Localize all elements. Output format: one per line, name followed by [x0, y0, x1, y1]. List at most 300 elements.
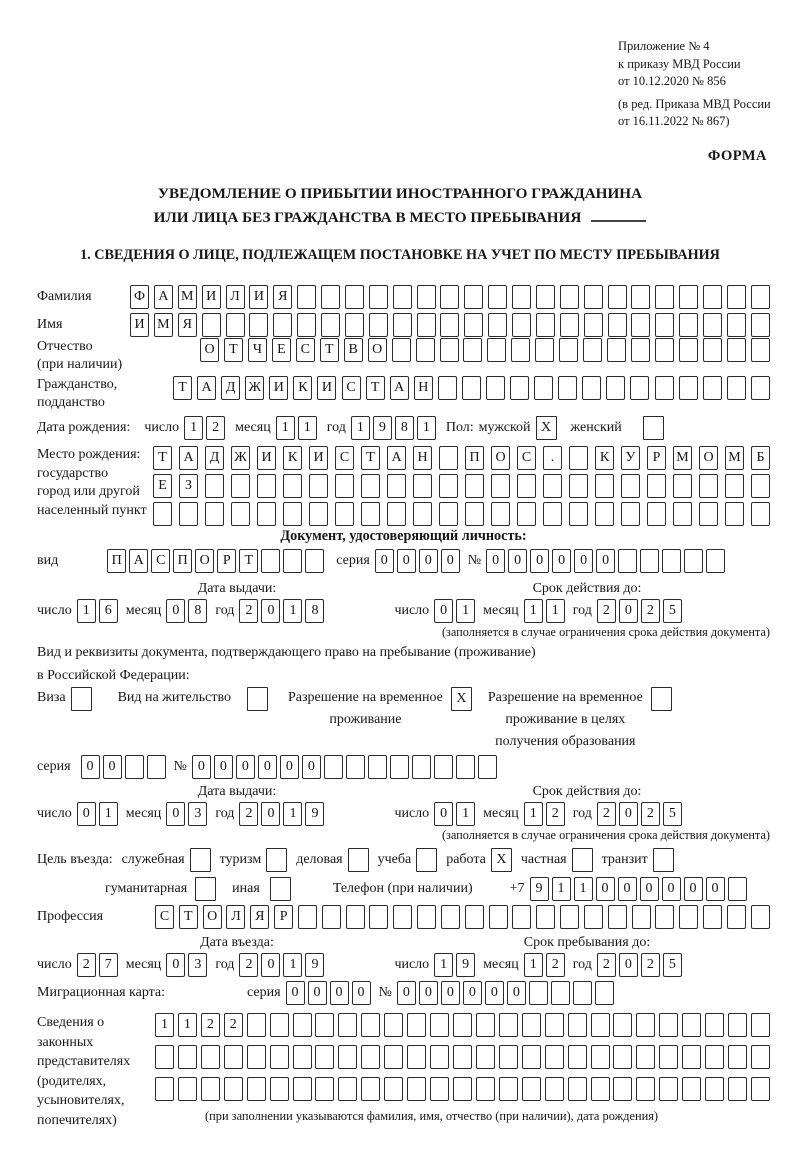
- char-cell[interactable]: Д: [205, 446, 224, 470]
- char-cell[interactable]: [315, 1013, 334, 1037]
- char-cell[interactable]: И: [309, 446, 328, 470]
- char-cell[interactable]: [393, 285, 412, 309]
- char-cell[interactable]: [368, 755, 387, 779]
- char-cell[interactable]: 0: [619, 599, 638, 623]
- char-cell[interactable]: [153, 502, 172, 526]
- char-cell[interactable]: [529, 981, 548, 1005]
- char-cell[interactable]: [257, 474, 276, 498]
- char-cell[interactable]: Т: [320, 338, 339, 362]
- char-cell[interactable]: Н: [414, 376, 433, 400]
- char-cell[interactable]: С: [151, 549, 170, 573]
- char-cell[interactable]: [456, 755, 475, 779]
- char-cell[interactable]: [621, 502, 640, 526]
- char-cell[interactable]: 2: [597, 953, 616, 977]
- char-cell[interactable]: [338, 1077, 357, 1101]
- char-cell[interactable]: [464, 285, 483, 309]
- char-cell[interactable]: 2: [239, 802, 258, 826]
- char-cell[interactable]: [728, 1013, 747, 1037]
- char-cell[interactable]: [440, 285, 459, 309]
- char-cell[interactable]: 1: [184, 416, 203, 440]
- char-cell[interactable]: [751, 474, 770, 498]
- char-cell[interactable]: [582, 376, 601, 400]
- char-cell[interactable]: 0: [706, 877, 725, 901]
- char-cell[interactable]: [434, 755, 453, 779]
- char-cell[interactable]: [558, 376, 577, 400]
- char-cell[interactable]: 2: [641, 802, 660, 826]
- residence-permit-checkbox[interactable]: [247, 687, 268, 711]
- char-cell[interactable]: [392, 338, 411, 362]
- char-cell[interactable]: [517, 502, 536, 526]
- char-cell[interactable]: А: [179, 446, 198, 470]
- char-cell[interactable]: [270, 1045, 289, 1069]
- char-cell[interactable]: [673, 502, 692, 526]
- char-cell[interactable]: [568, 1077, 587, 1101]
- char-cell[interactable]: [725, 474, 744, 498]
- char-cell[interactable]: И: [317, 376, 336, 400]
- char-cell[interactable]: [545, 1013, 564, 1037]
- char-cell[interactable]: [488, 313, 507, 337]
- char-cell[interactable]: С: [296, 338, 315, 362]
- char-cell[interactable]: Т: [224, 338, 243, 362]
- char-cell[interactable]: М: [725, 446, 744, 470]
- char-cell[interactable]: [147, 755, 166, 779]
- char-cell[interactable]: [283, 502, 302, 526]
- char-cell[interactable]: [346, 905, 365, 929]
- char-cell[interactable]: [705, 1045, 724, 1069]
- char-cell[interactable]: 3: [188, 802, 207, 826]
- char-cell[interactable]: [476, 1077, 495, 1101]
- char-cell[interactable]: [226, 313, 245, 337]
- char-cell[interactable]: [573, 981, 592, 1005]
- char-cell[interactable]: [298, 905, 317, 929]
- char-cell[interactable]: Ч: [248, 338, 267, 362]
- char-cell[interactable]: [413, 474, 432, 498]
- char-cell[interactable]: [647, 474, 666, 498]
- char-cell[interactable]: [510, 376, 529, 400]
- char-cell[interactable]: [247, 1077, 266, 1101]
- char-cell[interactable]: [487, 338, 506, 362]
- char-cell[interactable]: И: [130, 313, 149, 337]
- char-cell[interactable]: [703, 905, 722, 929]
- char-cell[interactable]: 2: [239, 953, 258, 977]
- char-cell[interactable]: [659, 1045, 678, 1069]
- char-cell[interactable]: 2: [77, 953, 96, 977]
- char-cell[interactable]: [584, 285, 603, 309]
- char-cell[interactable]: [293, 1045, 312, 1069]
- char-cell[interactable]: [751, 1045, 770, 1069]
- char-cell[interactable]: К: [595, 446, 614, 470]
- char-cell[interactable]: 1: [155, 1013, 174, 1037]
- char-cell[interactable]: [270, 1077, 289, 1101]
- char-cell[interactable]: 0: [397, 549, 416, 573]
- char-cell[interactable]: 1: [178, 1013, 197, 1037]
- char-cell[interactable]: Ж: [245, 376, 264, 400]
- visa-checkbox[interactable]: [71, 687, 92, 711]
- char-cell[interactable]: [728, 1077, 747, 1101]
- char-cell[interactable]: М: [154, 313, 173, 337]
- char-cell[interactable]: [703, 313, 722, 337]
- char-cell[interactable]: 1: [524, 599, 543, 623]
- char-cell[interactable]: [751, 502, 770, 526]
- char-cell[interactable]: Б: [751, 446, 770, 470]
- char-cell[interactable]: 0: [397, 981, 416, 1005]
- char-cell[interactable]: [543, 502, 562, 526]
- char-cell[interactable]: [441, 905, 460, 929]
- char-cell[interactable]: 0: [166, 599, 185, 623]
- char-cell[interactable]: 2: [201, 1013, 220, 1037]
- char-cell[interactable]: [703, 285, 722, 309]
- char-cell[interactable]: [569, 446, 588, 470]
- char-cell[interactable]: О: [368, 338, 387, 362]
- char-cell[interactable]: Я: [273, 285, 292, 309]
- char-cell[interactable]: Е: [272, 338, 291, 362]
- char-cell[interactable]: 2: [546, 802, 565, 826]
- char-cell[interactable]: 1: [99, 802, 118, 826]
- char-cell[interactable]: [384, 1013, 403, 1037]
- char-cell[interactable]: [393, 313, 412, 337]
- char-cell[interactable]: [407, 1013, 426, 1037]
- char-cell[interactable]: [684, 549, 703, 573]
- char-cell[interactable]: [636, 1013, 655, 1037]
- char-cell[interactable]: [257, 502, 276, 526]
- char-cell[interactable]: 0: [330, 981, 349, 1005]
- char-cell[interactable]: Л: [226, 285, 245, 309]
- char-cell[interactable]: [613, 1077, 632, 1101]
- char-cell[interactable]: [491, 474, 510, 498]
- char-cell[interactable]: 0: [486, 549, 505, 573]
- char-cell[interactable]: [591, 1077, 610, 1101]
- char-cell[interactable]: [682, 1045, 701, 1069]
- char-cell[interactable]: [324, 755, 343, 779]
- char-cell[interactable]: [476, 1045, 495, 1069]
- char-cell[interactable]: [728, 877, 747, 901]
- char-cell[interactable]: [361, 1013, 380, 1037]
- char-cell[interactable]: М: [673, 446, 692, 470]
- char-cell[interactable]: [568, 1013, 587, 1037]
- char-cell[interactable]: [322, 905, 341, 929]
- char-cell[interactable]: [595, 981, 614, 1005]
- char-cell[interactable]: 0: [508, 549, 527, 573]
- char-cell[interactable]: [551, 981, 570, 1005]
- char-cell[interactable]: [584, 313, 603, 337]
- char-cell[interactable]: [606, 376, 625, 400]
- char-cell[interactable]: [706, 549, 725, 573]
- char-cell[interactable]: 9: [530, 877, 549, 901]
- transit-checkbox[interactable]: [653, 848, 674, 872]
- char-cell[interactable]: [727, 285, 746, 309]
- char-cell[interactable]: [224, 1077, 243, 1101]
- char-cell[interactable]: [465, 905, 484, 929]
- char-cell[interactable]: 2: [206, 416, 225, 440]
- char-cell[interactable]: [465, 502, 484, 526]
- char-cell[interactable]: [659, 1077, 678, 1101]
- char-cell[interactable]: [595, 502, 614, 526]
- char-cell[interactable]: 2: [239, 599, 258, 623]
- char-cell[interactable]: 9: [373, 416, 392, 440]
- char-cell[interactable]: [393, 905, 412, 929]
- char-cell[interactable]: [705, 1077, 724, 1101]
- char-cell[interactable]: [439, 446, 458, 470]
- char-cell[interactable]: 0: [81, 755, 100, 779]
- char-cell[interactable]: [417, 905, 436, 929]
- char-cell[interactable]: К: [293, 376, 312, 400]
- char-cell[interactable]: 1: [546, 599, 565, 623]
- char-cell[interactable]: 0: [619, 802, 638, 826]
- char-cell[interactable]: 0: [434, 599, 453, 623]
- char-cell[interactable]: 0: [640, 877, 659, 901]
- char-cell[interactable]: Л: [226, 905, 245, 929]
- char-cell[interactable]: [205, 502, 224, 526]
- private-checkbox[interactable]: [572, 848, 593, 872]
- char-cell[interactable]: [608, 313, 627, 337]
- char-cell[interactable]: [202, 313, 221, 337]
- char-cell[interactable]: [369, 285, 388, 309]
- char-cell[interactable]: [728, 1045, 747, 1069]
- char-cell[interactable]: [655, 338, 674, 362]
- gender-female-checkbox[interactable]: [643, 416, 664, 440]
- char-cell[interactable]: [361, 1045, 380, 1069]
- char-cell[interactable]: П: [465, 446, 484, 470]
- char-cell[interactable]: 1: [276, 416, 295, 440]
- char-cell[interactable]: [486, 376, 505, 400]
- char-cell[interactable]: [338, 1013, 357, 1037]
- char-cell[interactable]: [655, 313, 674, 337]
- char-cell[interactable]: [453, 1013, 472, 1037]
- char-cell[interactable]: [560, 285, 579, 309]
- char-cell[interactable]: 5: [663, 599, 682, 623]
- other-checkbox[interactable]: [270, 877, 291, 901]
- char-cell[interactable]: Р: [274, 905, 293, 929]
- char-cell[interactable]: 0: [103, 755, 122, 779]
- char-cell[interactable]: 1: [417, 416, 436, 440]
- char-cell[interactable]: [655, 285, 674, 309]
- char-cell[interactable]: 0: [596, 549, 615, 573]
- char-cell[interactable]: .: [543, 446, 562, 470]
- work-checkbox[interactable]: X: [491, 848, 512, 872]
- char-cell[interactable]: 5: [663, 953, 682, 977]
- char-cell[interactable]: Я: [178, 313, 197, 337]
- char-cell[interactable]: 0: [485, 981, 504, 1005]
- char-cell[interactable]: И: [202, 285, 221, 309]
- char-cell[interactable]: [679, 313, 698, 337]
- char-cell[interactable]: [430, 1077, 449, 1101]
- char-cell[interactable]: [462, 376, 481, 400]
- char-cell[interactable]: [293, 1013, 312, 1037]
- char-cell[interactable]: Н: [413, 446, 432, 470]
- char-cell[interactable]: О: [491, 446, 510, 470]
- char-cell[interactable]: Е: [153, 474, 172, 498]
- char-cell[interactable]: 1: [574, 877, 593, 901]
- char-cell[interactable]: [440, 338, 459, 362]
- char-cell[interactable]: [464, 313, 483, 337]
- char-cell[interactable]: 1: [524, 953, 543, 977]
- char-cell[interactable]: [545, 1077, 564, 1101]
- char-cell[interactable]: [345, 285, 364, 309]
- char-cell[interactable]: С: [342, 376, 361, 400]
- char-cell[interactable]: А: [129, 549, 148, 573]
- char-cell[interactable]: [560, 313, 579, 337]
- char-cell[interactable]: [270, 1013, 289, 1037]
- char-cell[interactable]: Т: [179, 905, 198, 929]
- char-cell[interactable]: [476, 1013, 495, 1037]
- char-cell[interactable]: [618, 549, 637, 573]
- char-cell[interactable]: [534, 376, 553, 400]
- char-cell[interactable]: [559, 338, 578, 362]
- char-cell[interactable]: [346, 755, 365, 779]
- char-cell[interactable]: 2: [641, 953, 660, 977]
- char-cell[interactable]: [662, 549, 681, 573]
- char-cell[interactable]: 0: [308, 981, 327, 1005]
- char-cell[interactable]: 0: [463, 981, 482, 1005]
- char-cell[interactable]: [751, 338, 770, 362]
- char-cell[interactable]: [613, 1045, 632, 1069]
- char-cell[interactable]: [608, 905, 627, 929]
- char-cell[interactable]: [608, 285, 627, 309]
- char-cell[interactable]: [205, 474, 224, 498]
- char-cell[interactable]: [727, 338, 746, 362]
- char-cell[interactable]: [305, 549, 324, 573]
- char-cell[interactable]: [321, 313, 340, 337]
- char-cell[interactable]: 0: [261, 953, 280, 977]
- char-cell[interactable]: И: [269, 376, 288, 400]
- char-cell[interactable]: 2: [597, 599, 616, 623]
- char-cell[interactable]: [453, 1045, 472, 1069]
- char-cell[interactable]: 6: [99, 599, 118, 623]
- official-checkbox[interactable]: [190, 848, 211, 872]
- temp-residence-checkbox[interactable]: X: [451, 687, 472, 711]
- char-cell[interactable]: [560, 905, 579, 929]
- char-cell[interactable]: [512, 313, 531, 337]
- char-cell[interactable]: 0: [434, 802, 453, 826]
- char-cell[interactable]: Р: [647, 446, 666, 470]
- study-checkbox[interactable]: [416, 848, 437, 872]
- char-cell[interactable]: [417, 313, 436, 337]
- char-cell[interactable]: [369, 313, 388, 337]
- char-cell[interactable]: [682, 1013, 701, 1037]
- char-cell[interactable]: [178, 1045, 197, 1069]
- char-cell[interactable]: [725, 502, 744, 526]
- char-cell[interactable]: Ф: [130, 285, 149, 309]
- char-cell[interactable]: [309, 474, 328, 498]
- char-cell[interactable]: [463, 338, 482, 362]
- char-cell[interactable]: [703, 376, 722, 400]
- char-cell[interactable]: А: [387, 446, 406, 470]
- char-cell[interactable]: [369, 905, 388, 929]
- char-cell[interactable]: 2: [224, 1013, 243, 1037]
- char-cell[interactable]: [361, 1077, 380, 1101]
- char-cell[interactable]: [440, 313, 459, 337]
- char-cell[interactable]: [438, 376, 457, 400]
- char-cell[interactable]: О: [699, 446, 718, 470]
- char-cell[interactable]: 1: [524, 802, 543, 826]
- char-cell[interactable]: [417, 285, 436, 309]
- char-cell[interactable]: 0: [261, 599, 280, 623]
- char-cell[interactable]: [522, 1045, 541, 1069]
- char-cell[interactable]: [384, 1045, 403, 1069]
- char-cell[interactable]: [261, 549, 280, 573]
- char-cell[interactable]: А: [154, 285, 173, 309]
- char-cell[interactable]: [655, 376, 674, 400]
- char-cell[interactable]: 1: [283, 599, 302, 623]
- char-cell[interactable]: [125, 755, 144, 779]
- char-cell[interactable]: 9: [305, 953, 324, 977]
- char-cell[interactable]: [387, 474, 406, 498]
- char-cell[interactable]: Т: [366, 376, 385, 400]
- char-cell[interactable]: [751, 376, 770, 400]
- char-cell[interactable]: [636, 1045, 655, 1069]
- char-cell[interactable]: [727, 905, 746, 929]
- char-cell[interactable]: [583, 338, 602, 362]
- char-cell[interactable]: [335, 502, 354, 526]
- char-cell[interactable]: 8: [188, 599, 207, 623]
- char-cell[interactable]: [231, 474, 250, 498]
- char-cell[interactable]: [545, 1045, 564, 1069]
- char-cell[interactable]: [499, 1045, 518, 1069]
- char-cell[interactable]: [751, 313, 770, 337]
- char-cell[interactable]: П: [107, 549, 126, 573]
- char-cell[interactable]: [679, 905, 698, 929]
- char-cell[interactable]: [655, 905, 674, 929]
- temp-residence-education-checkbox[interactable]: [651, 687, 672, 711]
- char-cell[interactable]: [416, 338, 435, 362]
- char-cell[interactable]: Т: [153, 446, 172, 470]
- char-cell[interactable]: [297, 313, 316, 337]
- char-cell[interactable]: [659, 1013, 678, 1037]
- char-cell[interactable]: [390, 755, 409, 779]
- char-cell[interactable]: 0: [375, 549, 394, 573]
- char-cell[interactable]: [512, 285, 531, 309]
- char-cell[interactable]: У: [621, 446, 640, 470]
- char-cell[interactable]: Я: [250, 905, 269, 929]
- char-cell[interactable]: [727, 313, 746, 337]
- char-cell[interactable]: [751, 1013, 770, 1037]
- char-cell[interactable]: [595, 474, 614, 498]
- humanitarian-checkbox[interactable]: [195, 877, 216, 901]
- char-cell[interactable]: [536, 285, 555, 309]
- char-cell[interactable]: [224, 1045, 243, 1069]
- char-cell[interactable]: 1: [456, 599, 475, 623]
- char-cell[interactable]: [591, 1045, 610, 1069]
- char-cell[interactable]: [179, 502, 198, 526]
- char-cell[interactable]: А: [390, 376, 409, 400]
- char-cell[interactable]: 0: [236, 755, 255, 779]
- char-cell[interactable]: 9: [305, 802, 324, 826]
- char-cell[interactable]: [489, 905, 508, 929]
- char-cell[interactable]: 0: [166, 802, 185, 826]
- char-cell[interactable]: [499, 1013, 518, 1037]
- char-cell[interactable]: [569, 502, 588, 526]
- char-cell[interactable]: [499, 1077, 518, 1101]
- char-cell[interactable]: [621, 474, 640, 498]
- char-cell[interactable]: [522, 1013, 541, 1037]
- char-cell[interactable]: [631, 285, 650, 309]
- char-cell[interactable]: С: [517, 446, 536, 470]
- char-cell[interactable]: 5: [663, 802, 682, 826]
- char-cell[interactable]: [201, 1077, 220, 1101]
- char-cell[interactable]: [703, 338, 722, 362]
- char-cell[interactable]: [569, 474, 588, 498]
- char-cell[interactable]: 9: [456, 953, 475, 977]
- char-cell[interactable]: [512, 905, 531, 929]
- char-cell[interactable]: 0: [619, 953, 638, 977]
- char-cell[interactable]: [247, 1045, 266, 1069]
- char-cell[interactable]: [568, 1045, 587, 1069]
- char-cell[interactable]: [679, 338, 698, 362]
- char-cell[interactable]: Ж: [231, 446, 250, 470]
- char-cell[interactable]: [591, 1013, 610, 1037]
- char-cell[interactable]: 1: [434, 953, 453, 977]
- char-cell[interactable]: [465, 474, 484, 498]
